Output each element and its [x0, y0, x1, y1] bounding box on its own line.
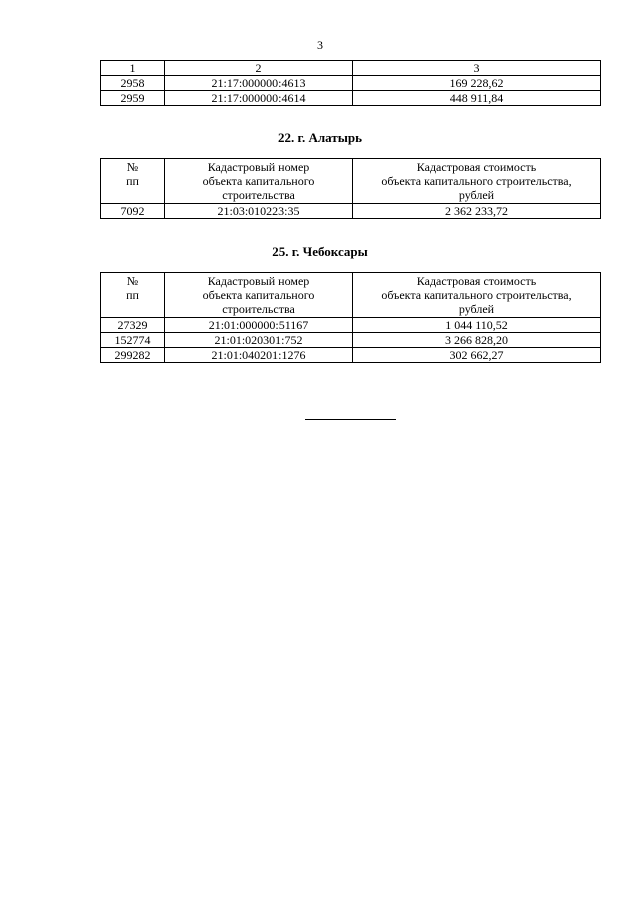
cadastral-number-cell: 21:03:010223:35 [165, 204, 353, 219]
header-number-cell [101, 273, 165, 318]
row-number-cell: 2958 [101, 76, 165, 91]
table-row [101, 318, 601, 333]
row-number-cell: 299282 [101, 348, 165, 363]
header-text: строительства [222, 302, 295, 316]
cadastral-value-cell: 2 362 233,72 [353, 204, 601, 219]
header-row [101, 273, 601, 318]
header-text: объекта капитального [202, 288, 315, 302]
table-row [101, 333, 601, 348]
header-text: пп [126, 174, 139, 188]
cadastral-number-cell: 21:17:000000:4613 [165, 76, 353, 91]
row-number-cell: 7092 [101, 204, 165, 219]
header-text: № [126, 274, 139, 288]
cadastral-value-cell: 169 228,62 [353, 76, 601, 91]
cadastral-number-cell: 21:01:020301:752 [165, 333, 353, 348]
continuation-table [100, 60, 601, 106]
header-text: строительства [222, 188, 295, 202]
header-text: объекта капитального строительства, [381, 174, 572, 188]
cadastral-number-cell: 21:01:000000:51167 [165, 318, 353, 333]
header-number-cell [101, 159, 165, 204]
header-cadastral-number-cell [165, 273, 353, 318]
cadastral-number-cell: 21:17:000000:4614 [165, 91, 353, 106]
table-row [101, 76, 601, 91]
cadastral-value-cell: 3 266 828,20 [353, 333, 601, 348]
cheboksary-table [100, 272, 601, 363]
column-number-cell: 3 [353, 61, 601, 76]
row-number-cell: 152774 [101, 333, 165, 348]
header-text: № [126, 160, 139, 174]
table-row [101, 348, 601, 363]
header-text: пп [126, 288, 139, 302]
cadastral-number-cell: 21:01:040201:1276 [165, 348, 353, 363]
header-text: объекта капитального [202, 174, 315, 188]
section-title-cheboksary: 25. г. Чебоксары [272, 244, 368, 259]
end-of-document-line [305, 419, 396, 420]
cadastral-value-cell: 1 044 110,52 [353, 318, 601, 333]
header-text: Кадастровый номер [207, 274, 310, 288]
table-row [101, 91, 601, 106]
column-number-cell: 1 [101, 61, 165, 76]
header-text: Кадастровая стоимость [416, 274, 537, 288]
cadastral-value-cell: 448 911,84 [353, 91, 601, 106]
header-cadastral-value-cell [353, 159, 601, 204]
cadastral-value-cell: 302 662,27 [353, 348, 601, 363]
header-cadastral-number-cell [165, 159, 353, 204]
header-text: рублей [458, 188, 495, 202]
section-title-alatyr: 22. г. Алатырь [278, 130, 362, 145]
table-row [101, 204, 601, 219]
header-text: Кадастровая стоимость [416, 160, 537, 174]
header-text: объекта капитального строительства, [381, 288, 572, 302]
alatyr-table [100, 158, 601, 219]
header-cadastral-value-cell [353, 273, 601, 318]
header-text: рублей [458, 302, 495, 316]
header-row [101, 159, 601, 204]
column-number-cell: 2 [165, 61, 353, 76]
header-text: Кадастровый номер [207, 160, 310, 174]
column-number-row [101, 61, 601, 76]
row-number-cell: 27329 [101, 318, 165, 333]
row-number-cell: 2959 [101, 91, 165, 106]
page-number: 3 [317, 38, 323, 52]
